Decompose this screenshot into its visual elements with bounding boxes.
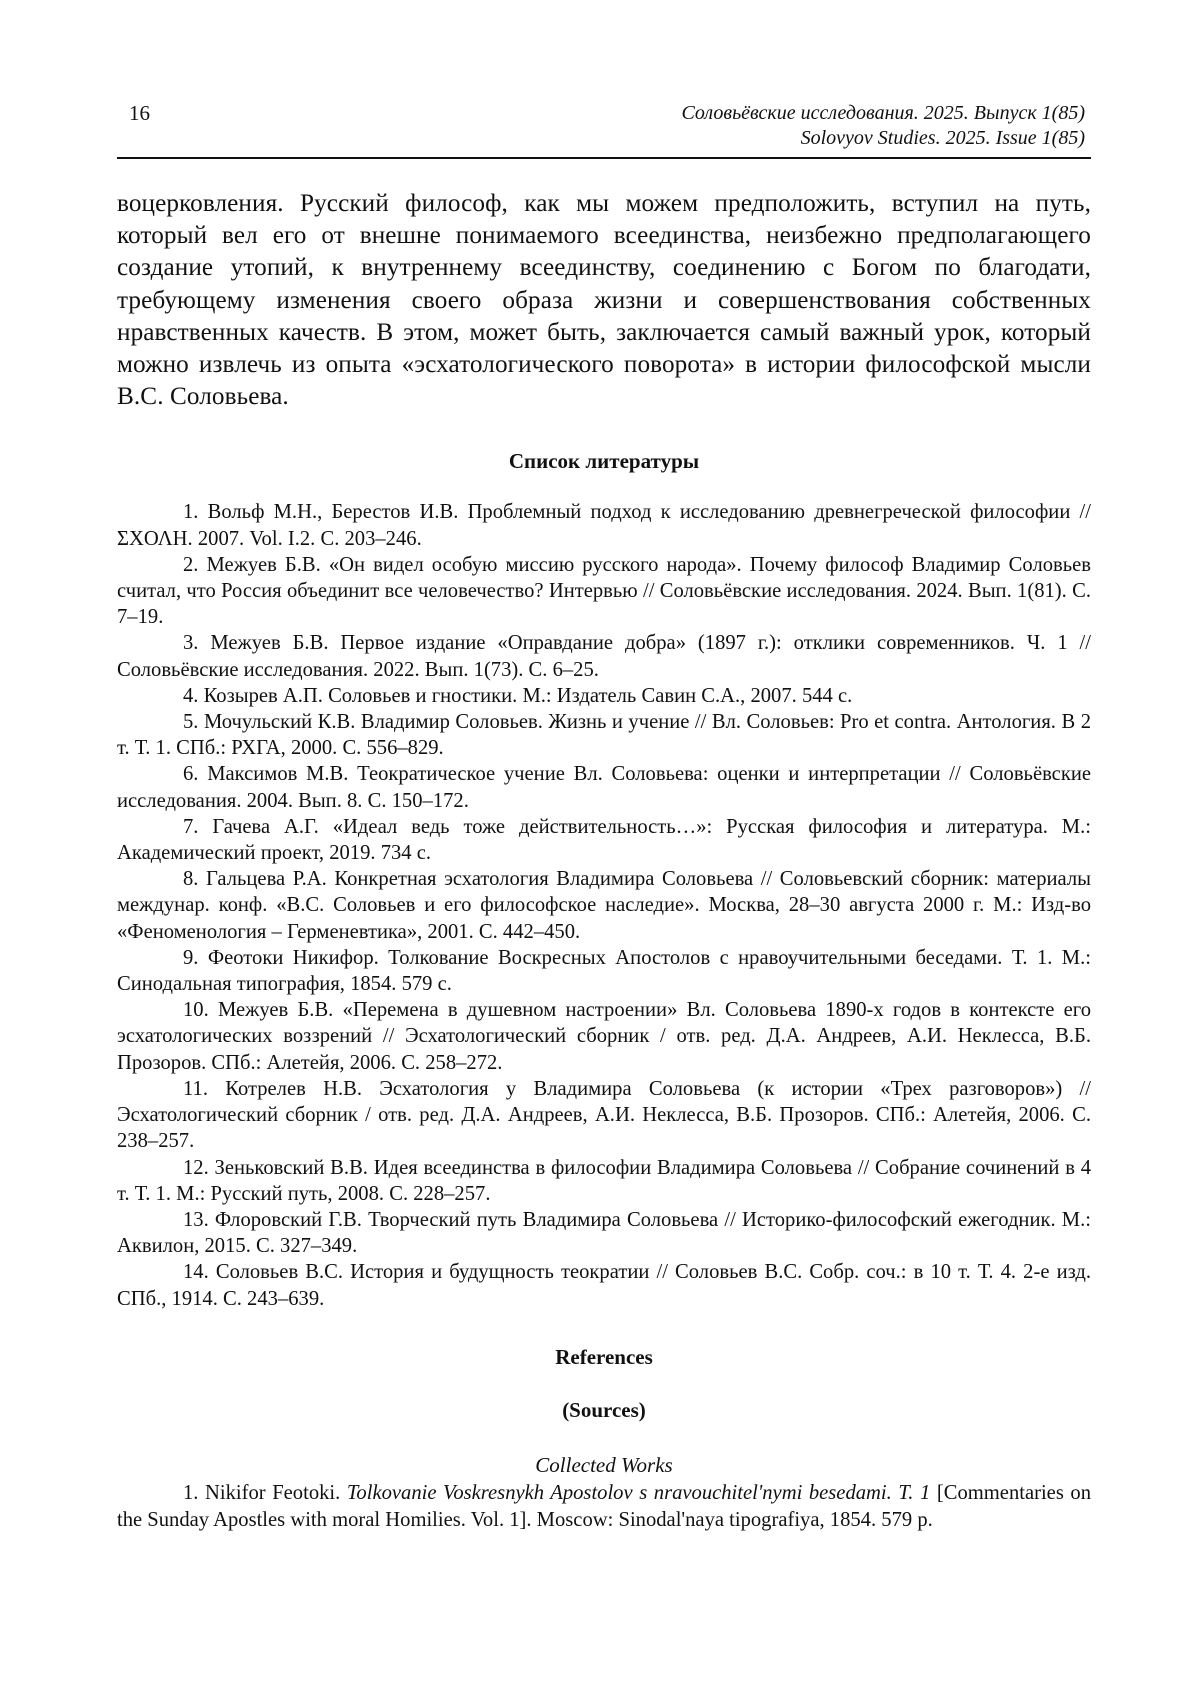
reference-author: 1. Nikifor Feotoki. [183, 1481, 341, 1504]
references-heading: References [555, 1344, 653, 1369]
literature-item: 1. Вольф М.Н., Берестов И.В. Проблемный подход к исследованию древнегреческой философии // ΣΧΟΛΗ. 2007. Vol. I.2. С. 203–246. [117, 501, 1091, 550]
literature-item: 3. Межуев Б.В. Первое издание «Оправдание добра» (1897 г.): отклики современников. Ч. 1 // Соловьёвские исследования. 2022. Вып. 1(73). С. 6–25. [117, 632, 1091, 681]
journal-title-ru: Соловьёвские исследования. 2025. Выпуск 1(85) [681, 102, 1085, 124]
literature-item: 8. Гальцева Р.А. Конкретная эсхатология Владимира Соловьева // Соловьевский сборник: материалы междунар. конф. «В.С. Соловьев и его философское наследие». Москва, 28–30 августа 2000 г. М.: Изд-во «Феноменология – Герменевтика», 2001. С. 442–450. [117, 868, 1091, 943]
references-list [117, 1480, 1091, 1534]
reference-details: [Commentaries on the Sunday Apostles with moral Homilies. Vol. 1]. Moscow: Sinodal'naya tipografiya, 1854. 579 p. [117, 1481, 1091, 1531]
literature-item: 14. Соловьев В.С. История и будущность теократии // Соловьев В.С. Собр. соч.: в 10 т. Т. 4. 2-е изд. СПб., 1914. С. 243–639. [117, 1261, 1091, 1310]
literature-item: 7. Гачева А.Г. «Идеал ведь тоже действительность…»: Русская философия и литература. М.: Академический проект, 2019. 734 с. [117, 815, 1091, 865]
literature-item: 5. Мочульский К.В. Владимир Соловьев. Жизнь и учение // Вл. Соловьев: Pro et contra. Антология. В 2 т. Т. 1. СПб.: РХГА, 2000. С. 556–829. [117, 711, 1091, 760]
running-head [681, 101, 1085, 151]
literature-item: 2. Межуев Б.В. «Он видел особую миссию русского народа». Почему философ Владимир Соловьев считал, что Россия объединит все человечество? Интервью // Соловьёвские исследования. 2024. Вып. 1(81). С. 7–19. [117, 553, 1091, 629]
collected-works-subheading: Collected Works [535, 1452, 673, 1477]
literature-item: 10. Межуев Б.В. «Перемена в душевном настроении» Вл. Соловьева 1890-х годов в контексте его эсхатологических воззрений // Эсхатологический сборник / отв. ред. Д.А. Андреев, А.И. Неклесса, В.Б. Прозоров. СПб.: Алетейя, 2006. С. 258–272. [117, 999, 1091, 1074]
literature-item: 11. Котрелев Н.В. Эсхатология у Владимира Соловьева (к истории «Трех разговоров») // Эсхатологический сборник / отв. ред. Д.А. Андреев, А.И. Неклесса, В.Б. Прозоров. СПб.: Алетейя, 2006. С. 238–257. [117, 1077, 1091, 1153]
page-number: 16 [129, 101, 150, 125]
literature-item: 4. Козырев А.П. Соловьев и гностики. М.: Издатель Савин С.А., 2007. 544 с. [183, 684, 853, 707]
body-text [117, 188, 1091, 413]
journal-page [117, 0, 1091, 1534]
page-header [117, 0, 1091, 160]
body-paragraph: воцерковления. Русский философ, как мы можем предположить, вступил на путь, который вел его от внешне понимаемого всеединства, неизбежно предполагающего создание утопий, к внутреннему всеединству, соединению с Богом по благодати, требующему изменения своего образа жизни и совершенствования собственных нравственных качеств. В этом, может быть, заключается самый важный урок, который можно извлечь из опыта «эсхатологического поворота» в истории философской мысли В.С. Соловьева. [117, 190, 1091, 411]
literature-item: 6. Максимов М.В. Теократическое учение Вл. Соловьева: оценки и интерпретации // Соловьёвские исследования. 2004. Вып. 8. С. 150–172. [117, 763, 1091, 812]
reference-item [117, 1480, 1091, 1534]
reference-title: Tolkovanie Voskresnykh Apostolov s nravouchitel'nymi besedami. T. 1 [346, 1481, 931, 1504]
literature-list [117, 499, 1091, 1311]
journal-title-en: Solovyov Studies. 2025. Issue 1(85) [800, 127, 1085, 149]
literature-item: 13. Флоровский Г.В. Творческий путь Владимира Соловьева // Историко-философский ежегодник. М.: Аквилон, 2015. С. 327–349. [117, 1208, 1091, 1258]
literature-item: 9. Феотоки Никифор. Толкование Воскресных Апостолов с нравоучительными беседами. Т. 1. М.: Синодальная типография, 1854. 579 с. [117, 946, 1091, 996]
sources-heading: (Sources) [562, 1397, 646, 1422]
literature-item: 12. Зеньковский В.В. Идея всеединства в философии Владимира Соловьева // Собрание сочинений в 4 т. Т. 1. М.: Русский путь, 2008. С. 228–257. [117, 1156, 1091, 1205]
literature-heading: Список литературы [508, 449, 700, 474]
header-divider [117, 157, 1091, 159]
